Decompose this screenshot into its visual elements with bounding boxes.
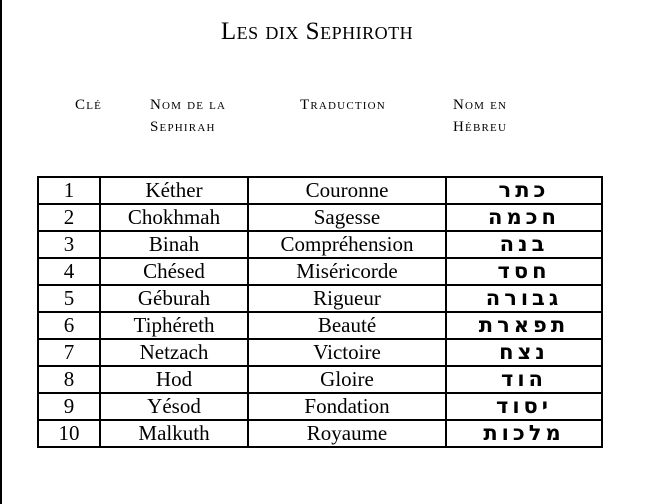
row-key: 5	[38, 285, 100, 312]
header-name-line2: Sephirah	[150, 119, 216, 135]
table-row	[38, 339, 602, 366]
header-hebrew	[453, 94, 507, 138]
row-hebrew: מלכות	[446, 420, 602, 447]
row-name: Tiphéreth	[100, 312, 248, 339]
table-row	[38, 393, 602, 420]
row-hebrew: כתר	[446, 177, 602, 204]
row-name: Chésed	[100, 258, 248, 285]
page-left-rule	[0, 0, 2, 504]
row-key: 4	[38, 258, 100, 285]
header-hebrew-line1: Nom en	[453, 97, 508, 113]
row-translation: Gloire	[248, 366, 446, 393]
row-key: 10	[38, 420, 100, 447]
table-row	[38, 366, 602, 393]
header-name	[150, 94, 226, 138]
row-key: 2	[38, 204, 100, 231]
row-hebrew: יסוד	[446, 393, 602, 420]
row-translation: Fondation	[248, 393, 446, 420]
row-translation: Rigueur	[248, 285, 446, 312]
table-row	[38, 420, 602, 447]
row-name: Hod	[100, 366, 248, 393]
page-title: Les dix Sephiroth	[220, 18, 414, 45]
row-translation: Compréhension	[248, 231, 446, 258]
row-translation: Sagesse	[248, 204, 446, 231]
header-hebrew-line2: Hébreu	[453, 119, 508, 135]
row-name: Binah	[100, 231, 248, 258]
row-key: 9	[38, 393, 100, 420]
row-key: 7	[38, 339, 100, 366]
row-key: 6	[38, 312, 100, 339]
header-key-label: Clé	[75, 97, 103, 113]
row-name: Malkuth	[100, 420, 248, 447]
header-translation-label: Traduction	[300, 97, 386, 113]
row-name: Chokhmah	[100, 204, 248, 231]
table-row	[38, 285, 602, 312]
row-name: Yésod	[100, 393, 248, 420]
row-hebrew: נצח	[446, 339, 602, 366]
sephiroth-table	[37, 176, 603, 448]
row-translation: Royaume	[248, 420, 446, 447]
row-translation: Miséricorde	[248, 258, 446, 285]
header-translation	[300, 94, 386, 116]
row-hebrew: חכמה	[446, 204, 602, 231]
row-key: 3	[38, 231, 100, 258]
row-translation: Beauté	[248, 312, 446, 339]
table-row	[38, 258, 602, 285]
row-translation: Couronne	[248, 177, 446, 204]
header-key	[75, 94, 102, 116]
row-hebrew: בנה	[446, 231, 602, 258]
row-hebrew: הוד	[446, 366, 602, 393]
table-row	[38, 204, 602, 231]
header-name-line1: Nom de la	[150, 97, 227, 113]
row-key: 8	[38, 366, 100, 393]
table-row	[38, 231, 602, 258]
row-hebrew: תפארת	[446, 312, 602, 339]
table-row	[38, 312, 602, 339]
row-name: Géburah	[100, 285, 248, 312]
row-name: Kéther	[100, 177, 248, 204]
row-key: 1	[38, 177, 100, 204]
table-row	[38, 177, 602, 204]
row-name: Netzach	[100, 339, 248, 366]
row-translation: Victoire	[248, 339, 446, 366]
row-hebrew: גבורה	[446, 285, 602, 312]
row-hebrew: חסד	[446, 258, 602, 285]
